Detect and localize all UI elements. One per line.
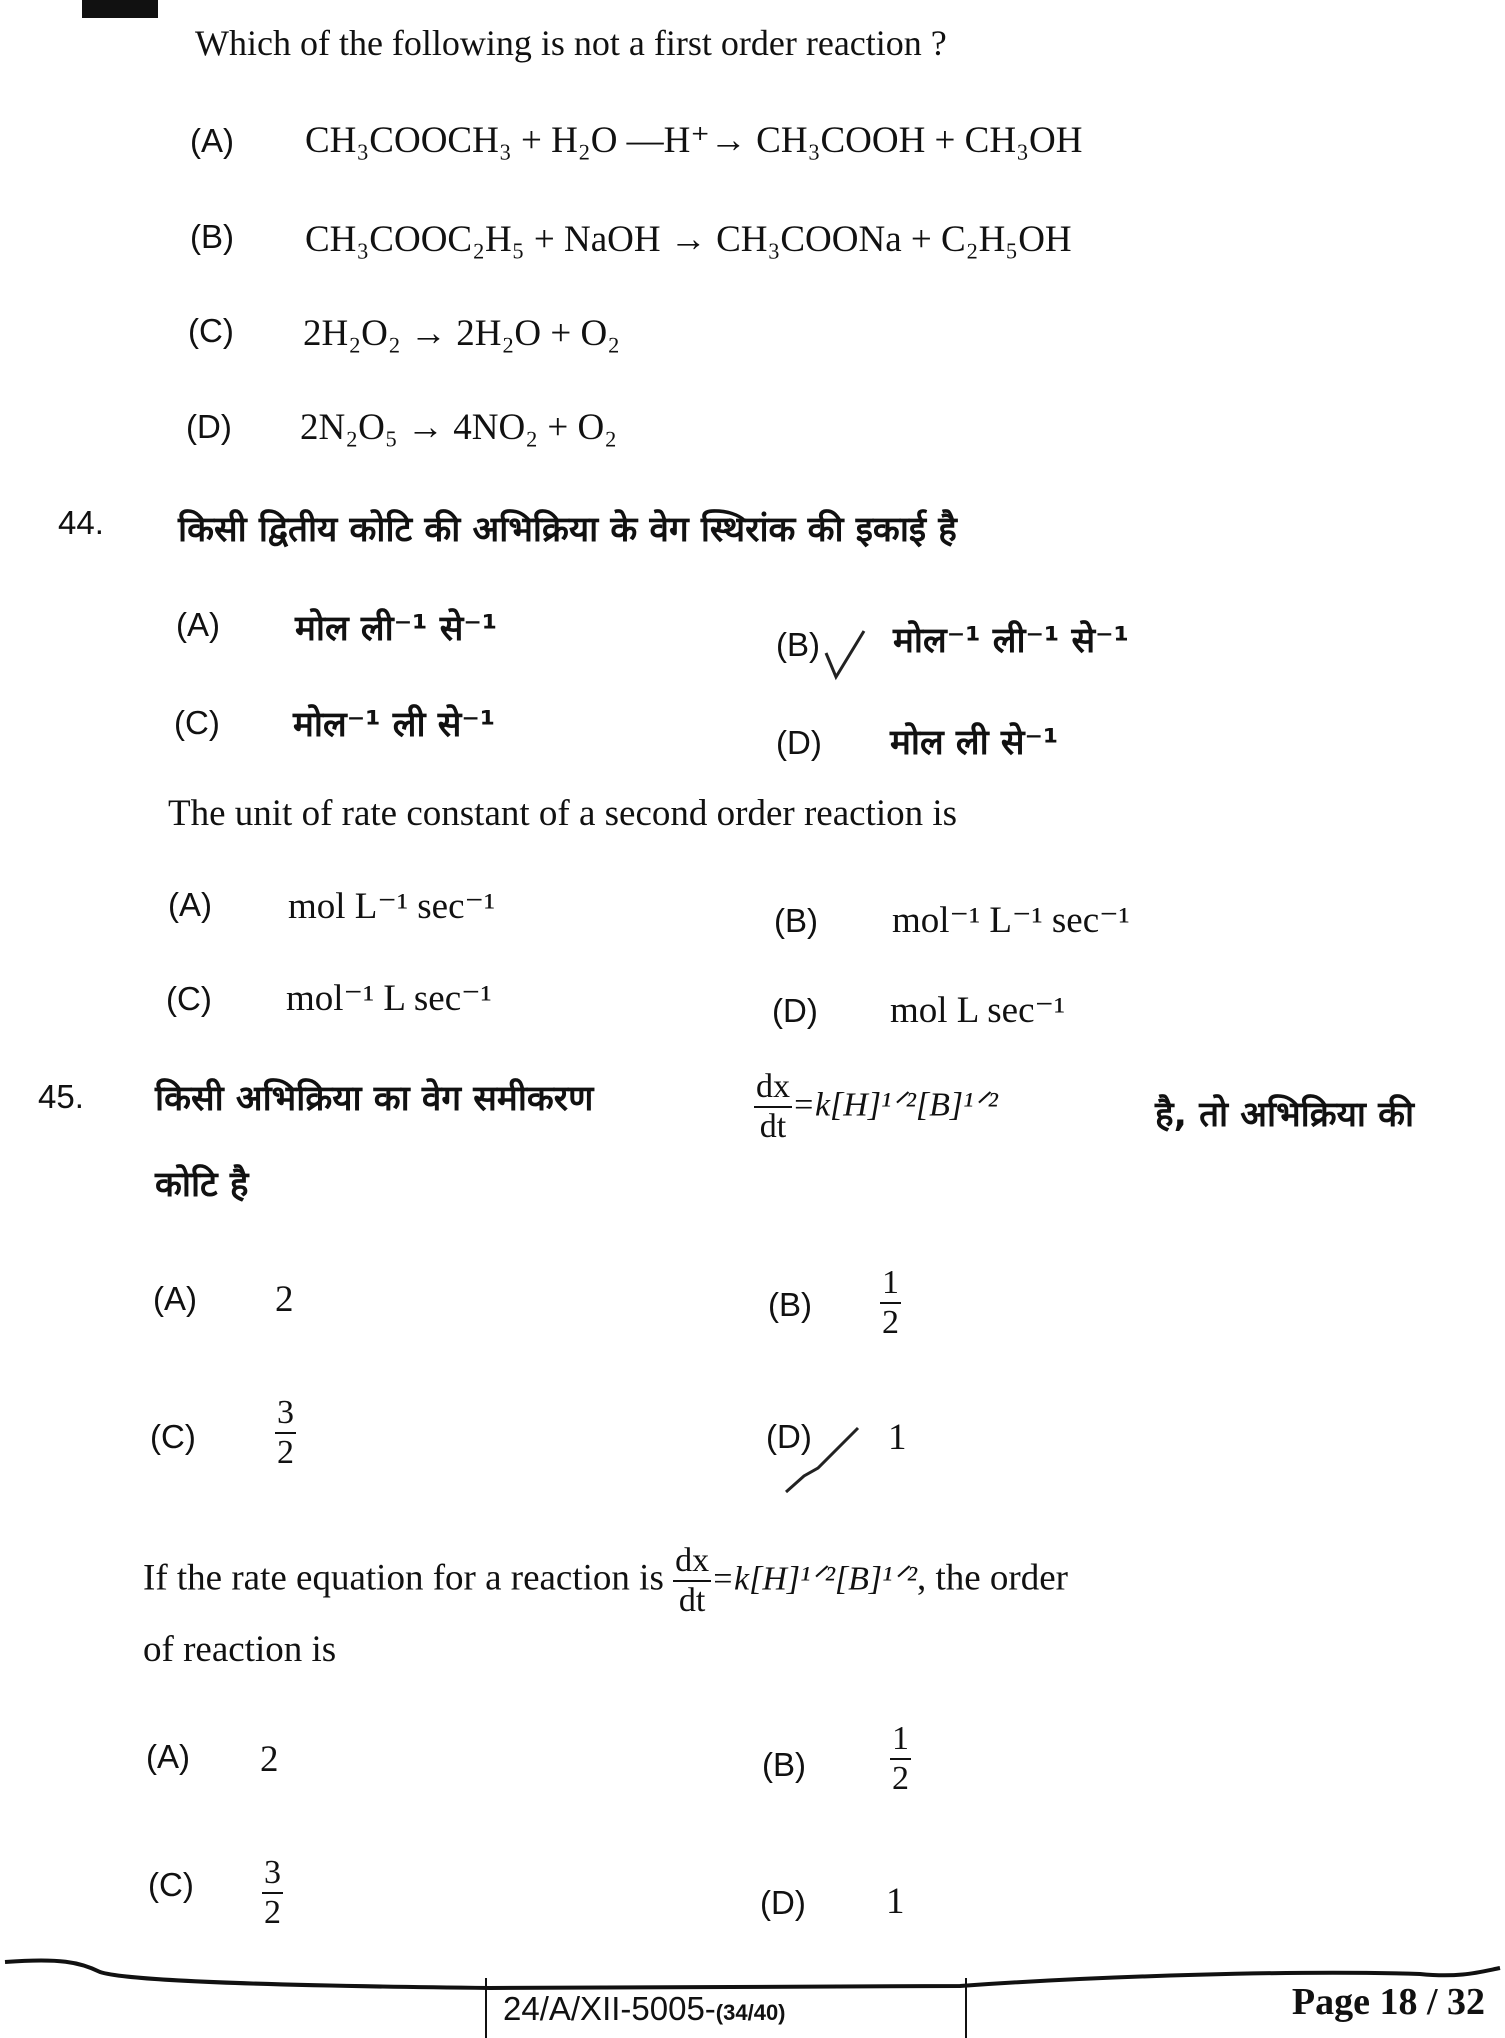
q44-question-english: The unit of rate constant of a second order reaction is — [168, 793, 958, 834]
q44-en-d-label: (D) — [772, 992, 818, 1029]
q45-en-c — [262, 1856, 283, 1930]
pencil-check-mark — [820, 625, 870, 685]
frac-numerator: 1 — [880, 1266, 901, 1304]
paper-code — [503, 1990, 786, 2028]
q45-hi-a: 2 — [275, 1279, 294, 1320]
frac-numerator: dx — [673, 1544, 711, 1582]
q44-hi-b: मोल⁻¹ ली⁻¹ से⁻¹ — [893, 621, 1129, 661]
q44-hi-a-label: (A) — [176, 606, 220, 643]
q45-en-post: , the order — [916, 1557, 1068, 1599]
q45-hi-b — [880, 1266, 901, 1340]
q45-question-hindi-pre: किसी अभिक्रिया का वेग समीकरण — [155, 1079, 594, 1119]
corner-mark — [82, 0, 158, 18]
rate-rhs: =k[H]¹ᐟ²[B]¹ᐟ² — [711, 1560, 917, 1598]
frac-denominator: 2 — [882, 1304, 899, 1341]
q44-en-c: mol⁻¹ L sec⁻¹ — [286, 978, 492, 1019]
q45-hi-d: 1 — [888, 1417, 907, 1458]
q44-hi-d-label: (D) — [776, 724, 822, 761]
q44-hi-d: मोल ली से⁻¹ — [890, 723, 1059, 763]
q45-en-b — [890, 1722, 911, 1796]
q45-question-hindi-line2: कोटि है — [155, 1165, 249, 1205]
q45-en-d-label: (D) — [760, 1884, 806, 1921]
paper-code-main: 24/A/XII-5005- — [503, 1990, 716, 2027]
q44-hi-a: मोल ली⁻¹ से⁻¹ — [295, 609, 498, 649]
q45-hi-d-label: (D) — [766, 1418, 812, 1455]
frac-numerator: 3 — [262, 1856, 283, 1894]
pencil-check-mark — [782, 1420, 862, 1500]
q45-en-d: 1 — [886, 1881, 905, 1922]
frac-numerator: 1 — [890, 1722, 911, 1760]
frac-denominator: 2 — [277, 1434, 294, 1471]
q43-option-b-label: (B) — [190, 218, 234, 255]
q45-en-a-label: (A) — [146, 1738, 190, 1775]
q45-hi-c — [275, 1396, 296, 1470]
q44-en-a-label: (A) — [168, 886, 212, 923]
q45-hi-a-label: (A) — [153, 1280, 197, 1317]
paper-code-sub: (34/40) — [715, 2000, 786, 2025]
frac-numerator: 3 — [275, 1396, 296, 1434]
q44-number: 44. — [58, 504, 104, 541]
q44-en-b-label: (B) — [774, 902, 818, 939]
q45-hi-b-label: (B) — [768, 1286, 812, 1323]
q45-en-b-label: (B) — [762, 1746, 806, 1783]
frac-denominator: 2 — [264, 1894, 281, 1931]
q45-question-english-line2: of reaction is — [143, 1629, 337, 1670]
q44-en-a: mol L⁻¹ sec⁻¹ — [288, 886, 496, 927]
q45-question-hindi-post: है, तो अभिक्रिया की — [1155, 1095, 1415, 1135]
page-number: Page 18 / 32 — [1291, 1981, 1485, 2023]
rate-rhs: =k[H]¹ᐟ²[B]¹ᐟ² — [792, 1086, 998, 1124]
q44-question-hindi: किसी द्वितीय कोटि की अभिक्रिया के वेग स्थिरांक की इकाई है — [178, 510, 957, 550]
q44-hi-c-label: (C) — [174, 704, 220, 741]
q44-en-d: mol L sec⁻¹ — [890, 990, 1066, 1031]
q44-en-b: mol⁻¹ L⁻¹ sec⁻¹ — [892, 900, 1130, 941]
q43-option-d-label: (D) — [186, 408, 232, 445]
q43-question: Which of the following is not a first order reaction ? — [195, 23, 947, 63]
frac-numerator: dx — [754, 1070, 792, 1108]
q43-option-c-label: (C) — [188, 312, 234, 349]
q44-hi-c: मोल⁻¹ ली से⁻¹ — [293, 705, 496, 745]
q44-en-c-label: (C) — [166, 980, 212, 1017]
q43-option-a-label: (A) — [190, 122, 234, 159]
q45-en-pre: If the rate equation for a reaction is — [143, 1557, 664, 1599]
q43-option-d: 2N₂O₅ → 4NO₂ + O₂ — [300, 407, 618, 448]
q45-rate-equation-hindi — [754, 1070, 998, 1144]
q43-option-c: 2H₂O₂ → 2H₂O + O₂ — [303, 313, 621, 354]
q43-option-a: CH₃COOCH₃ + H₂O —H⁺→ CH₃COOH + CH₃OH — [305, 120, 1083, 161]
q45-question-english — [143, 1544, 1068, 1618]
q45-number: 45. — [38, 1078, 84, 1115]
frac-denominator: dt — [678, 1582, 706, 1619]
q44-hi-b-label: (B) — [776, 626, 820, 663]
q45-en-c-label: (C) — [148, 1866, 194, 1903]
q45-en-a: 2 — [260, 1739, 279, 1780]
frac-denominator: dt — [759, 1108, 787, 1145]
q43-option-b: CH₃COOC₂H₅ + NaOH → CH₃COONa + C₂H₅OH — [305, 219, 1072, 260]
q45-hi-c-label: (C) — [150, 1418, 196, 1455]
frac-denominator: 2 — [892, 1760, 909, 1797]
